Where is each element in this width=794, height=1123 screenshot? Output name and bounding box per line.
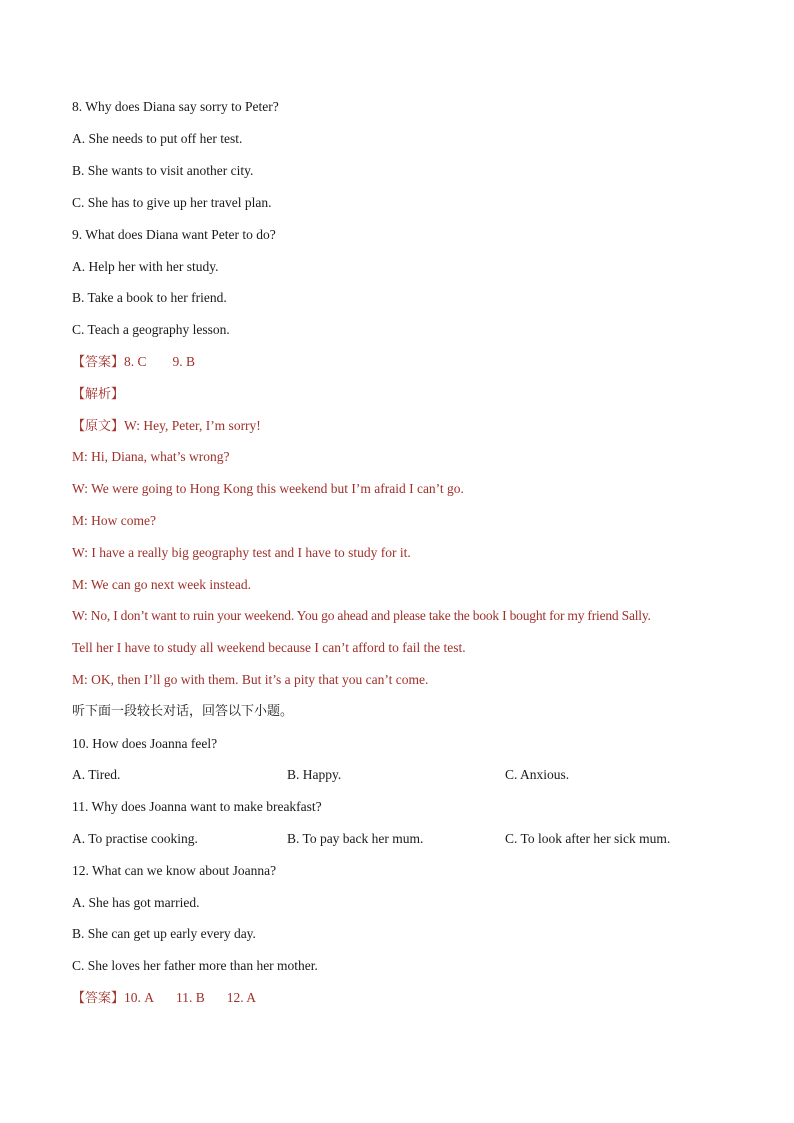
q12-option-b: B. She can get up early every day. [72, 926, 256, 941]
section-instruction: 听下面一段较长对话，回答以下小题。 [72, 704, 294, 719]
q9-option-b: B. Take a book to her friend. [72, 290, 227, 305]
q9-option-c: C. Teach a geography lesson. [72, 322, 230, 337]
q8-option-b: B. She wants to visit another city. [72, 163, 254, 178]
answer-label: 【答案】 [72, 991, 125, 1006]
q10-option-a: A. Tired. [72, 767, 121, 782]
answer-label: 【答案】 [72, 355, 125, 370]
answer-12: 12. A [226, 990, 257, 1005]
q12-option-a: A. She has got married. [72, 895, 200, 910]
transcript-line-6: M: We can go next week instead. [72, 577, 251, 592]
transcript-line-8: Tell her I have to study all weekend because I can’t afford to fail the test. [72, 640, 466, 655]
analysis-label: 【解析】 [72, 387, 125, 402]
transcript-line-4: M: How come? [72, 513, 156, 528]
transcript-line-5: W: I have a really big geography test and I have to study for it. [72, 545, 411, 560]
transcript-line-9: M: OK, then I’ll go with them. But it’s a pity that you can’t come. [72, 672, 429, 687]
transcript-line-7: W: No, I don’t want to ruin your weekend. You go ahead and please take the book I bought for my friend Sally. [72, 608, 651, 623]
question-11: 11. Why does Joanna want to make breakfast? [72, 799, 322, 814]
transcript-line-1 [72, 418, 261, 435]
answer-line-2 [72, 990, 256, 1007]
transcript-line-2: M: Hi, Diana, what’s wrong? [72, 449, 230, 464]
q10-option-c: C. Anxious. [505, 767, 570, 782]
analysis-line [72, 386, 124, 403]
q12-option-c: C. She loves her father more than her mother. [72, 958, 318, 973]
q8-option-c: C. She has to give up her travel plan. [72, 195, 272, 210]
question-12: 12. What can we know about Joanna? [72, 863, 277, 878]
q11-option-b: B. To pay back her mum. [287, 831, 424, 846]
transcript-line-3: W: We were going to Hong Kong this weekend but I’m afraid I can’t go. [72, 481, 464, 496]
q11-option-a: A. To practise cooking. [72, 831, 198, 846]
transcript-label: 【原文】 [72, 419, 125, 434]
answer-10: 10. A [124, 990, 155, 1005]
transcript-text: W: Hey, Peter, I’m sorry! [124, 418, 261, 433]
question-10: 10. How does Joanna feel? [72, 736, 218, 751]
q11-option-c: C. To look after her sick mum. [505, 831, 671, 846]
answer-8: 8. C [124, 354, 147, 369]
answer-line-1 [72, 354, 195, 371]
q9-option-a: A. Help her with her study. [72, 259, 219, 274]
answer-11: 11. B [176, 990, 205, 1005]
question-9: 9. What does Diana want Peter to do? [72, 227, 276, 242]
answer-9: 9. B [172, 354, 196, 369]
q10-option-b: B. Happy. [287, 767, 342, 782]
question-8: 8. Why does Diana say sorry to Peter? [72, 99, 279, 114]
q8-option-a: A. She needs to put off her test. [72, 131, 243, 146]
